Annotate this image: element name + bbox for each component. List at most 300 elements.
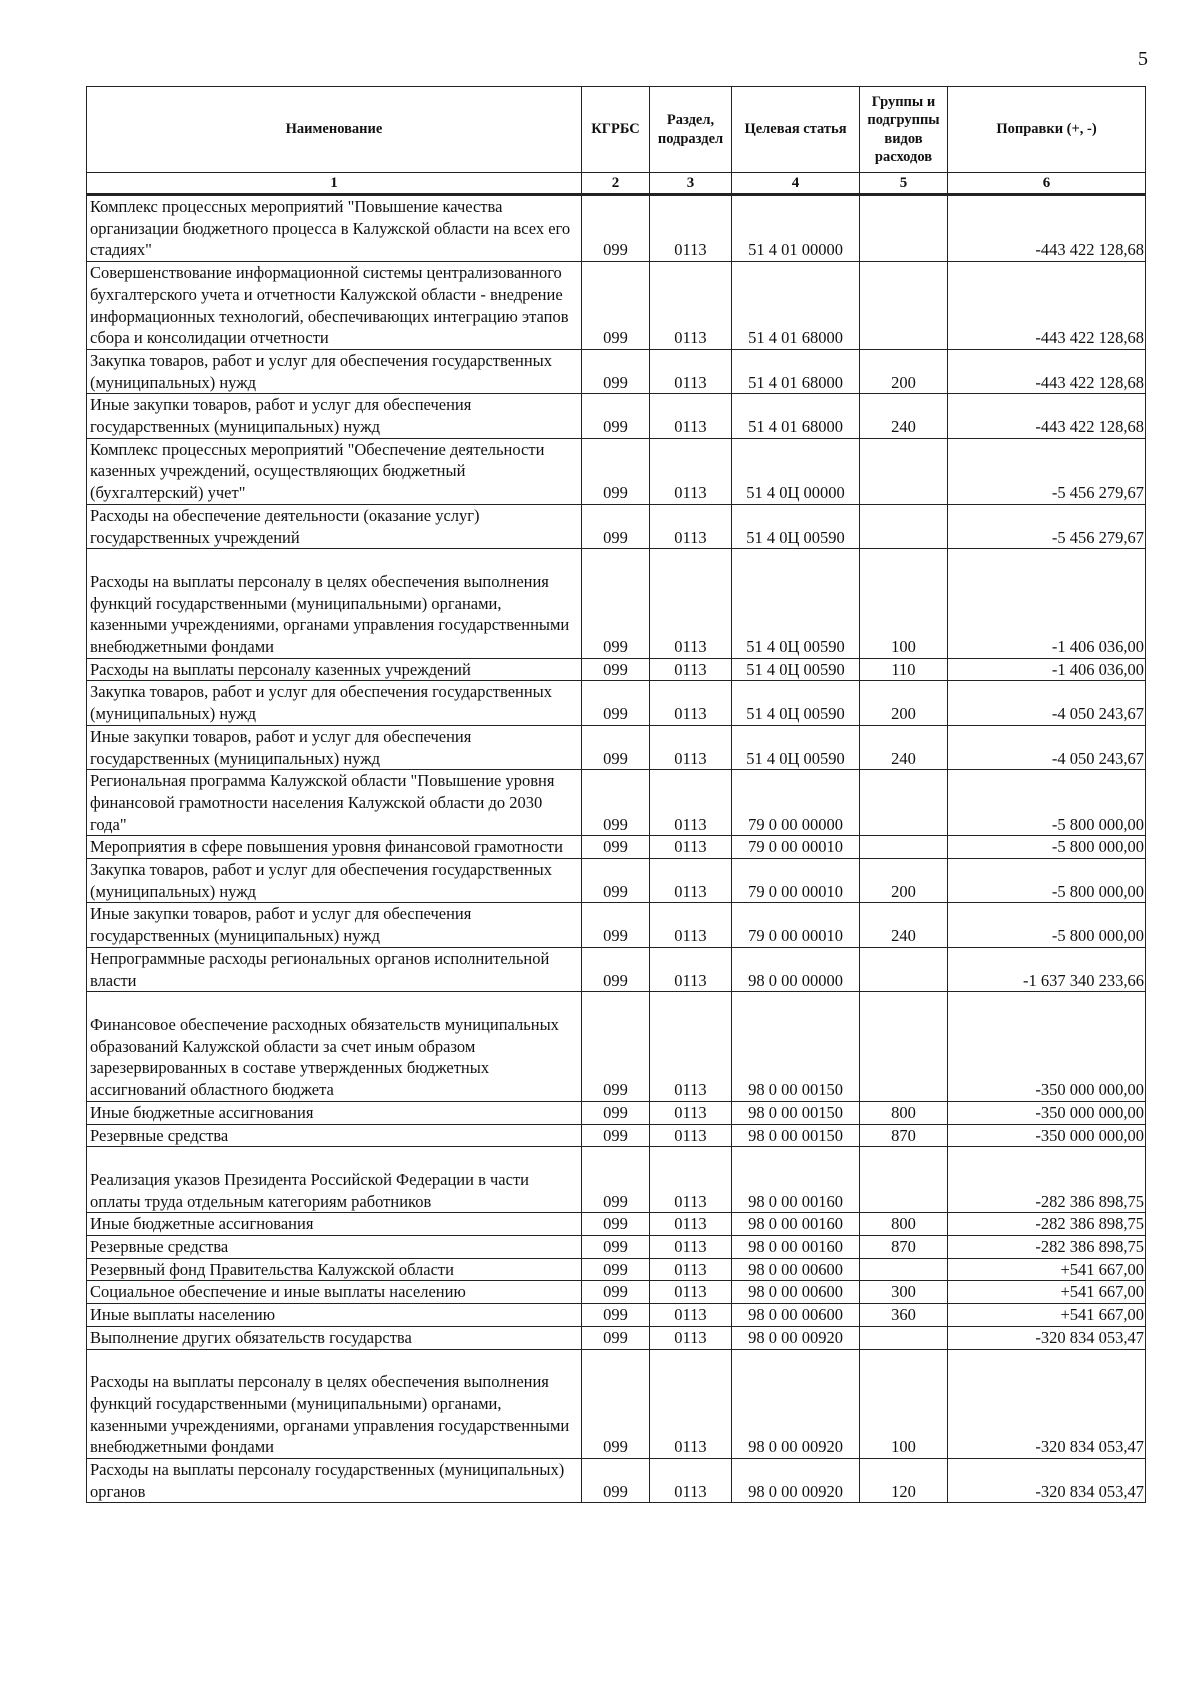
- row-section-cell: [650, 1213, 732, 1236]
- row-amount-cell: [948, 1236, 1146, 1259]
- row-expense-group-cell: [860, 658, 948, 681]
- row-name-cell: [87, 1213, 582, 1236]
- row-expense-group-cell: [860, 1258, 948, 1281]
- row-target-text: 79 0 00 00010: [748, 926, 843, 946]
- row-target-text: 98 0 00 00150: [748, 1102, 843, 1122]
- row-target-text: 79 0 00 00010: [748, 881, 843, 901]
- row-target-text: 51 4 0Ц 00000: [746, 483, 845, 503]
- row-kgrbs-cell: [582, 1304, 650, 1327]
- row-name-text: Расходы на выплаты персоналу государственных (муниципальных) органов: [90, 1460, 565, 1501]
- row-target-text: 98 0 00 00000: [748, 970, 843, 990]
- row-target-text: 51 4 0Ц 00590: [746, 704, 845, 724]
- row-amount-cell: [948, 1101, 1146, 1124]
- row-name-cell: [87, 504, 582, 548]
- row-section-cell: [650, 1304, 732, 1327]
- row-section-text: 0113: [674, 814, 707, 834]
- row-section-text: 0113: [674, 1214, 707, 1234]
- column-number: 2: [582, 173, 650, 195]
- row-name-cell: [87, 262, 582, 350]
- row-section-text: 0113: [674, 1437, 707, 1457]
- row-section-text: 0113: [674, 837, 707, 857]
- budget-amendments-table: [86, 86, 1146, 1503]
- row-expense-group-cell: [860, 770, 948, 836]
- row-kgrbs-cell: [582, 1101, 650, 1124]
- row-name-text: Финансовое обеспечение расходных обязательств муниципальных образований Калужской области за счет иным образом зарезервированных в составе утвержденных бюджетных ассигнований областного бюджета: [90, 1014, 559, 1100]
- row-amount-text: -5 800 000,00: [1051, 814, 1144, 834]
- row-expense-group-cell: [860, 725, 948, 769]
- row-name-text: Иные бюджетные ассигнования: [90, 1214, 314, 1234]
- table-row: [87, 859, 1146, 903]
- row-name-text: Иные выплаты населению: [90, 1305, 276, 1325]
- row-target-article-cell: [732, 504, 860, 548]
- row-amount-text: -350 000 000,00: [1035, 1080, 1144, 1100]
- row-section-cell: [650, 394, 732, 438]
- column-number: 6: [948, 173, 1146, 195]
- row-amount-text: -5 456 279,67: [1051, 527, 1144, 547]
- row-amount-cell: [948, 1304, 1146, 1327]
- row-amount-cell: [948, 681, 1146, 725]
- row-amount-cell: [948, 262, 1146, 350]
- row-section-text: 0113: [674, 659, 707, 679]
- row-expense-group-cell: [860, 1213, 948, 1236]
- row-group-text: 800: [891, 1102, 916, 1122]
- row-amount-cell: [948, 770, 1146, 836]
- row-name-cell: [87, 1281, 582, 1304]
- row-name-text: Иные закупки товаров, работ и услуг для обеспечения государственных (муниципальных) нужд: [90, 395, 472, 437]
- row-kgrbs-text: 099: [603, 1080, 628, 1100]
- row-target-text: 51 4 01 68000: [748, 417, 843, 437]
- row-kgrbs-text: 099: [603, 659, 628, 679]
- row-section-cell: [650, 1124, 732, 1147]
- table-row: [87, 1101, 1146, 1124]
- row-target-article-cell: [732, 1101, 860, 1124]
- row-amount-cell: [948, 549, 1146, 659]
- row-name-cell: [87, 1236, 582, 1259]
- row-amount-cell: [948, 1349, 1146, 1459]
- row-expense-group-cell: [860, 1349, 948, 1459]
- row-section-text: 0113: [674, 881, 707, 901]
- column-number: 1: [87, 173, 582, 195]
- row-expense-group-cell: [860, 504, 948, 548]
- row-expense-group-cell: [860, 549, 948, 659]
- row-kgrbs-cell: [582, 1281, 650, 1304]
- row-expense-group-cell: [860, 1101, 948, 1124]
- row-name-text: Иные закупки товаров, работ и услуг для обеспечения государственных (муниципальных) нужд: [90, 904, 472, 946]
- row-target-text: 79 0 00 00010: [748, 837, 843, 857]
- row-section-cell: [650, 1349, 732, 1459]
- row-target-article-cell: [732, 859, 860, 903]
- row-amount-text: -5 800 000,00: [1051, 881, 1144, 901]
- row-section-text: 0113: [674, 1080, 707, 1100]
- row-name-cell: [87, 1459, 582, 1503]
- row-amount-text: -282 386 898,75: [1035, 1191, 1144, 1211]
- row-kgrbs-cell: [582, 262, 650, 350]
- row-kgrbs-text: 099: [603, 926, 628, 946]
- row-expense-group-cell: [860, 1147, 948, 1213]
- row-target-article-cell: [732, 1326, 860, 1349]
- row-kgrbs-text: 099: [603, 1282, 628, 1302]
- row-kgrbs-cell: [582, 859, 650, 903]
- row-kgrbs-text: 099: [603, 748, 628, 768]
- row-kgrbs-cell: [582, 1236, 650, 1259]
- row-kgrbs-text: 099: [603, 1327, 628, 1347]
- row-name-text: Закупка товаров, работ и услуг для обеспечения государственных (муниципальных) нужд: [90, 860, 553, 901]
- row-section-cell: [650, 1101, 732, 1124]
- row-expense-group-cell: [860, 947, 948, 991]
- row-amount-cell: [948, 438, 1146, 504]
- row-target-text: 51 4 01 68000: [748, 372, 843, 392]
- column-number: 3: [650, 173, 732, 195]
- row-kgrbs-cell: [582, 1258, 650, 1281]
- row-name-cell: [87, 1349, 582, 1459]
- header-name: Наименование: [87, 87, 582, 173]
- row-target-article-cell: [732, 1258, 860, 1281]
- row-amount-cell: [948, 859, 1146, 903]
- row-target-article-cell: [732, 262, 860, 350]
- row-group-text: 240: [891, 748, 916, 768]
- row-amount-cell: [948, 1124, 1146, 1147]
- row-name-cell: [87, 1326, 582, 1349]
- row-kgrbs-cell: [582, 1326, 650, 1349]
- row-target-article-cell: [732, 658, 860, 681]
- row-amount-cell: [948, 195, 1146, 262]
- table-header-row: [87, 87, 1146, 173]
- row-amount-cell: [948, 658, 1146, 681]
- row-name-text: Иные закупки товаров, работ и услуг для обеспечения государственных (муниципальных) нужд: [90, 726, 472, 768]
- row-section-text: 0113: [674, 970, 707, 990]
- row-section-text: 0113: [674, 483, 707, 503]
- row-amount-text: +541 667,00: [1060, 1305, 1144, 1325]
- row-target-text: 51 4 0Ц 00590: [746, 748, 845, 768]
- row-section-cell: [650, 725, 732, 769]
- row-expense-group-cell: [860, 394, 948, 438]
- row-kgrbs-cell: [582, 438, 650, 504]
- row-target-text: 98 0 00 00600: [748, 1305, 843, 1325]
- row-expense-group-cell: [860, 992, 948, 1102]
- row-group-text: 300: [891, 1282, 916, 1302]
- table-row: [87, 681, 1146, 725]
- row-section-text: 0113: [674, 1237, 707, 1256]
- table-row: [87, 1213, 1146, 1236]
- row-name-cell: [87, 658, 582, 681]
- row-section-text: 0113: [674, 637, 707, 657]
- row-target-text: 51 4 0Ц 00590: [746, 637, 845, 657]
- row-name-text: Резервные средства: [90, 1237, 229, 1256]
- row-name-text: Комплекс процессных мероприятий "Повышение качества организации бюджетного процесса в Калужской области на всех его стадиях": [90, 197, 571, 260]
- table-row: [87, 1147, 1146, 1213]
- row-section-cell: [650, 1459, 732, 1503]
- row-target-text: 98 0 00 00920: [748, 1437, 843, 1457]
- row-name-text: Закупка товаров, работ и услуг для обеспечения государственных (муниципальных) нужд: [90, 682, 553, 724]
- row-target-article-cell: [732, 1236, 860, 1259]
- row-amount-cell: [948, 903, 1146, 947]
- row-amount-text: -443 422 128,68: [1035, 240, 1144, 260]
- row-group-text: 110: [891, 659, 916, 679]
- row-kgrbs-text: 099: [603, 814, 628, 834]
- table-body: [87, 195, 1146, 1503]
- row-section-cell: [650, 681, 732, 725]
- table-row: [87, 438, 1146, 504]
- table-row: [87, 504, 1146, 548]
- row-expense-group-cell: [860, 1124, 948, 1147]
- table-row: [87, 903, 1146, 947]
- row-target-text: 98 0 00 00920: [748, 1327, 843, 1347]
- row-name-cell: [87, 394, 582, 438]
- row-amount-cell: [948, 1459, 1146, 1503]
- row-target-article-cell: [732, 394, 860, 438]
- row-kgrbs-text: 099: [603, 637, 628, 657]
- row-target-text: 98 0 00 00150: [748, 1080, 843, 1100]
- row-amount-text: +541 667,00: [1060, 1259, 1144, 1279]
- table-row: [87, 1304, 1146, 1327]
- row-target-article-cell: [732, 1124, 860, 1147]
- table-row: [87, 1459, 1146, 1503]
- row-spacer: [90, 1147, 579, 1169]
- row-target-text: 98 0 00 00600: [748, 1259, 843, 1279]
- row-kgrbs-cell: [582, 394, 650, 438]
- row-spacer: [90, 549, 579, 571]
- row-section-cell: [650, 349, 732, 393]
- row-name-text: Расходы на выплаты персоналу казенных учреждений: [90, 659, 471, 679]
- row-group-text: 100: [891, 1437, 916, 1457]
- header-expense-group: Группы и подгруппы видов расходов: [860, 87, 948, 173]
- row-target-article-cell: [732, 725, 860, 769]
- row-group-text: 200: [891, 372, 916, 392]
- row-name-cell: [87, 1258, 582, 1281]
- table-row: [87, 1326, 1146, 1349]
- row-group-text: 120: [891, 1481, 916, 1501]
- row-section-text: 0113: [674, 1191, 707, 1211]
- row-kgrbs-text: 099: [603, 328, 628, 348]
- row-section-cell: [650, 195, 732, 262]
- row-amount-cell: [948, 1258, 1146, 1281]
- row-name-text: Региональная программа Калужской области "Повышение уровня финансовой грамотности населения Калужской области до 2030 года": [90, 771, 555, 834]
- row-name-text: Непрограммные расходы региональных органов исполнительной власти: [90, 948, 550, 990]
- row-name-cell: [87, 349, 582, 393]
- row-kgrbs-cell: [582, 992, 650, 1102]
- table-row: [87, 1258, 1146, 1281]
- row-group-text: 100: [891, 637, 916, 657]
- row-amount-text: -5 456 279,67: [1051, 483, 1144, 503]
- row-kgrbs-cell: [582, 947, 650, 991]
- row-target-article-cell: [732, 1281, 860, 1304]
- row-kgrbs-cell: [582, 549, 650, 659]
- row-target-article-cell: [732, 770, 860, 836]
- row-section-text: 0113: [674, 1327, 707, 1347]
- row-target-article-cell: [732, 195, 860, 262]
- row-name-cell: [87, 438, 582, 504]
- row-target-article-cell: [732, 1213, 860, 1236]
- row-kgrbs-text: 099: [603, 881, 628, 901]
- row-amount-cell: [948, 1281, 1146, 1304]
- row-kgrbs-text: 099: [603, 527, 628, 547]
- row-expense-group-cell: [860, 195, 948, 262]
- row-section-cell: [650, 438, 732, 504]
- row-name-cell: [87, 947, 582, 991]
- row-name-text: Резервные средства: [90, 1125, 229, 1145]
- row-amount-text: -350 000 000,00: [1035, 1102, 1144, 1122]
- row-kgrbs-cell: [582, 681, 650, 725]
- row-amount-cell: [948, 394, 1146, 438]
- row-amount-cell: [948, 1147, 1146, 1213]
- row-kgrbs-text: 099: [603, 372, 628, 392]
- row-name-cell: [87, 903, 582, 947]
- row-kgrbs-text: 099: [603, 1305, 628, 1325]
- row-section-cell: [650, 549, 732, 659]
- row-name-cell: [87, 836, 582, 859]
- row-amount-text: -282 386 898,75: [1035, 1214, 1144, 1234]
- row-name-cell: [87, 770, 582, 836]
- row-name-text: Расходы на обеспечение деятельности (оказание услуг) государственных учреждений: [90, 505, 480, 547]
- column-number: 4: [732, 173, 860, 195]
- row-section-cell: [650, 504, 732, 548]
- row-name-text: Мероприятия в сфере повышения уровня финансовой грамотности: [90, 837, 563, 857]
- row-target-article-cell: [732, 903, 860, 947]
- row-kgrbs-text: 099: [603, 1259, 628, 1279]
- row-expense-group-cell: [860, 859, 948, 903]
- row-name-text: Расходы на выплаты персоналу в целях обеспечения выполнения функций государственными (муниципальными) органами, казенными учреждениями, органами управления государственными внебюджетными фондами: [90, 571, 570, 657]
- table-row: [87, 549, 1146, 659]
- row-kgrbs-cell: [582, 349, 650, 393]
- table-row: [87, 349, 1146, 393]
- row-name-cell: [87, 992, 582, 1102]
- row-name-text: Расходы на выплаты персоналу в целях обеспечения выполнения функций государственными (муниципальными) органами, казенными учреждениями, органами управления государственными внебюджетными фондами: [90, 1372, 570, 1457]
- row-target-text: 98 0 00 00160: [748, 1237, 843, 1256]
- row-section-text: 0113: [674, 1125, 707, 1145]
- row-section-cell: [650, 1281, 732, 1304]
- row-kgrbs-text: 099: [603, 1102, 628, 1122]
- row-kgrbs-cell: [582, 903, 650, 947]
- row-section-cell: [650, 1147, 732, 1213]
- row-amount-cell: [948, 504, 1146, 548]
- row-section-text: 0113: [674, 926, 707, 946]
- row-amount-cell: [948, 992, 1146, 1102]
- row-expense-group-cell: [860, 262, 948, 350]
- column-number: 5: [860, 173, 948, 195]
- row-amount-text: -1 406 036,00: [1051, 637, 1144, 657]
- row-expense-group-cell: [860, 1304, 948, 1327]
- row-amount-text: -5 800 000,00: [1051, 837, 1144, 857]
- row-expense-group-cell: [860, 1459, 948, 1503]
- header-target-article: Целевая статья: [732, 87, 860, 173]
- header-amendments: Поправки (+, -): [948, 87, 1146, 173]
- row-section-cell: [650, 903, 732, 947]
- row-section-text: 0113: [674, 1102, 707, 1122]
- row-target-article-cell: [732, 836, 860, 859]
- table-row: [87, 394, 1146, 438]
- row-kgrbs-cell: [582, 1124, 650, 1147]
- row-kgrbs-text: 099: [603, 1125, 628, 1145]
- row-amount-text: -320 834 053,47: [1035, 1327, 1144, 1347]
- row-kgrbs-cell: [582, 1459, 650, 1503]
- row-name-cell: [87, 1101, 582, 1124]
- row-section-text: 0113: [674, 328, 707, 348]
- table-row: [87, 836, 1146, 859]
- row-target-article-cell: [732, 681, 860, 725]
- row-kgrbs-cell: [582, 725, 650, 769]
- table-row: [87, 1124, 1146, 1147]
- row-target-article-cell: [732, 992, 860, 1102]
- row-name-cell: [87, 859, 582, 903]
- row-section-text: 0113: [674, 1282, 707, 1302]
- row-kgrbs-text: 099: [603, 970, 628, 990]
- row-target-article-cell: [732, 1459, 860, 1503]
- row-target-text: 98 0 00 00150: [748, 1125, 843, 1145]
- row-kgrbs-text: 099: [603, 240, 628, 260]
- row-spacer: [90, 1350, 579, 1372]
- column-number-row: [87, 173, 1146, 195]
- row-section-cell: [650, 836, 732, 859]
- row-target-text: 98 0 00 00160: [748, 1191, 843, 1211]
- row-target-text: 51 4 0Ц 00590: [746, 527, 845, 547]
- row-name-text: Реализация указов Президента Российской Федерации в части оплаты труда отдельным категориям работников: [90, 1169, 529, 1211]
- row-amount-cell: [948, 1213, 1146, 1236]
- row-kgrbs-text: 099: [603, 1237, 628, 1256]
- row-section-cell: [650, 1236, 732, 1259]
- row-kgrbs-cell: [582, 1147, 650, 1213]
- row-amount-text: +541 667,00: [1060, 1282, 1144, 1302]
- row-kgrbs-text: 099: [603, 704, 628, 724]
- row-target-text: 98 0 00 00920: [748, 1481, 843, 1501]
- row-target-article-cell: [732, 947, 860, 991]
- row-kgrbs-text: 099: [603, 1481, 628, 1501]
- row-kgrbs-cell: [582, 1213, 650, 1236]
- row-kgrbs-cell: [582, 836, 650, 859]
- table-row: [87, 947, 1146, 991]
- row-name-text: Социальное обеспечение и иные выплаты населению: [90, 1282, 466, 1302]
- row-group-text: 870: [891, 1237, 916, 1256]
- row-target-text: 51 4 01 00000: [748, 240, 843, 260]
- row-amount-text: -4 050 243,67: [1051, 748, 1144, 768]
- row-target-article-cell: [732, 438, 860, 504]
- row-amount-text: -443 422 128,68: [1035, 417, 1144, 437]
- row-amount-text: -5 800 000,00: [1051, 926, 1144, 946]
- row-amount-text: -282 386 898,75: [1035, 1237, 1144, 1256]
- table-row: [87, 1281, 1146, 1304]
- row-name-text: Выполнение других обязательств государства: [90, 1327, 412, 1347]
- row-amount-text: -4 050 243,67: [1051, 704, 1144, 724]
- row-expense-group-cell: [860, 836, 948, 859]
- row-kgrbs-text: 099: [603, 1214, 628, 1234]
- row-expense-group-cell: [860, 1281, 948, 1304]
- row-section-text: 0113: [674, 704, 707, 724]
- row-amount-text: -320 834 053,47: [1035, 1481, 1144, 1501]
- table-row: [87, 195, 1146, 262]
- row-kgrbs-text: 099: [603, 837, 628, 857]
- row-expense-group-cell: [860, 681, 948, 725]
- row-expense-group-cell: [860, 438, 948, 504]
- row-expense-group-cell: [860, 1236, 948, 1259]
- row-name-text: Иные бюджетные ассигнования: [90, 1102, 314, 1122]
- row-kgrbs-cell: [582, 658, 650, 681]
- row-target-article-cell: [732, 549, 860, 659]
- row-section-text: 0113: [674, 240, 707, 260]
- row-expense-group-cell: [860, 349, 948, 393]
- row-target-article-cell: [732, 1147, 860, 1213]
- row-target-text: 98 0 00 00600: [748, 1282, 843, 1302]
- row-name-text: Закупка товаров, работ и услуг для обеспечения государственных (муниципальных) нужд: [90, 350, 553, 392]
- row-target-article-cell: [732, 349, 860, 393]
- row-kgrbs-text: 099: [603, 1191, 628, 1211]
- header-kgrbs: КГРБС: [582, 87, 650, 173]
- header-section: Раздел, подраздел: [650, 87, 732, 173]
- row-kgrbs-text: 099: [603, 483, 628, 503]
- row-target-article-cell: [732, 1349, 860, 1459]
- row-kgrbs-text: 099: [603, 417, 628, 437]
- row-group-text: 240: [891, 926, 916, 946]
- row-group-text: 240: [891, 417, 916, 437]
- row-name-text: Резервный фонд Правительства Калужской области: [90, 1259, 454, 1279]
